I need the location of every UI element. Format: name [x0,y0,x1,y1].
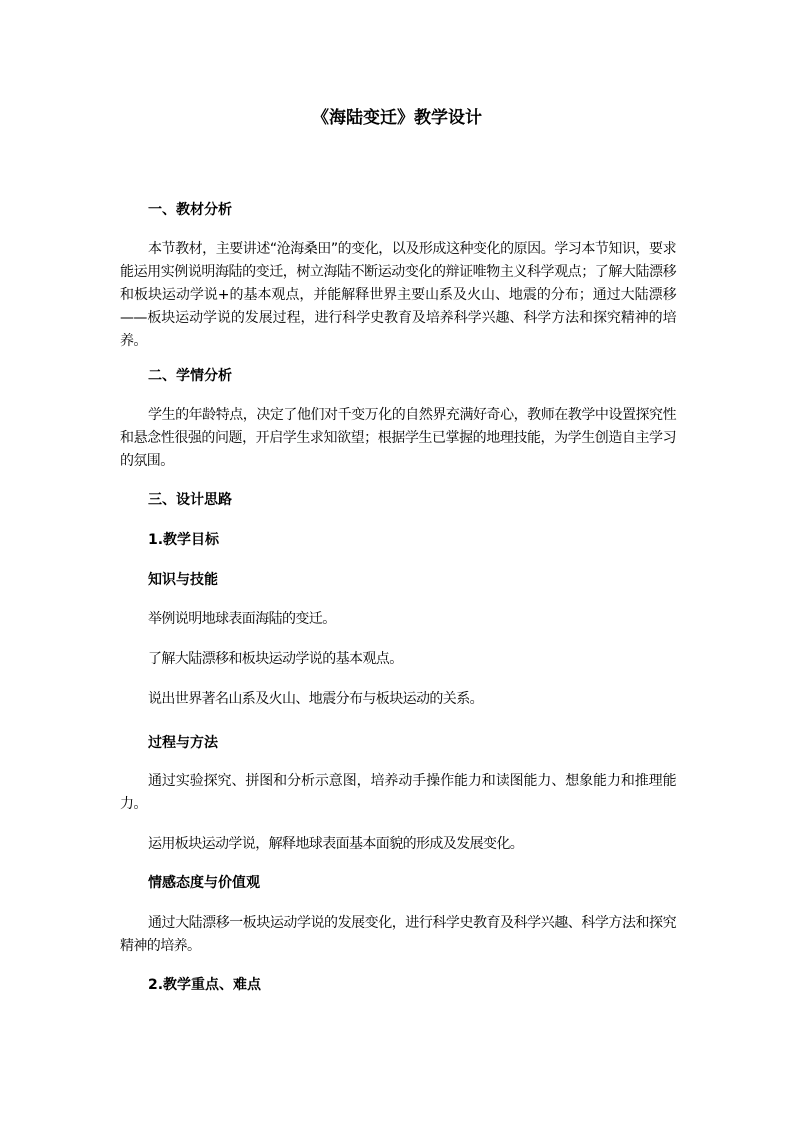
objective-item: 运用板块运动学说，解释地球表面基本面貌的形成及发展变化。 [148,836,524,852]
section-heading-student-analysis: 二、学情分析 [148,368,232,384]
paragraph-textbook-analysis: 本节教材，主要讲述“沧海桑田”的变化，以及形成这种变化的原因。学习本节知识，要求能运用实例说明海陆的变迁，树立海陆不断运动变化的辩证唯物主义科学观点；了解大陆漂移和板块运动学说+的基本观点，并能解释世界主要山系及火山、地震的分布；通过大陆漂移——板块运动学说的发展过程，进行科学史教育及培养科学兴趣、科学方法和探究精神的培养。 [120,241,676,349]
section-heading-textbook-analysis: 一、教材分析 [148,202,232,218]
subheading-teaching-objectives: 1.教学目标 [148,532,220,548]
objective-item: 了解大陆漂移和板块运动学说的基本观点。 [148,651,403,667]
subheading-knowledge-skills: 知识与技能 [148,572,218,588]
objective-item: 说出世界著名山系及火山、地震分布与板块运动的关系。 [148,691,483,707]
subheading-key-points: 2.教学重点、难点 [148,977,262,993]
paragraph-student-analysis: 学生的年龄特点，决定了他们对千变万化的自然界充满好奇心，教师在教学中设置探究性和悬念性很强的问题，开启学生求知欲望；根据学生已掌握的地理技能，为学生创造自主学习的氛围。 [120,407,676,469]
subheading-process-methods: 过程与方法 [148,735,218,751]
subheading-emotion-values: 情感态度与价值观 [148,875,260,891]
objective-item: 举例说明地球表面海陆的变迁。 [148,611,336,627]
objective-item: 通过大陆漂移一板块运动学说的发展变化，进行科学史教育及科学兴趣、科学方法和探究精神的培养。 [120,915,676,954]
objective-item: 通过实验探究、拼图和分析示意图，培养动手操作能力和读图能力、想象能力和推理能力。 [120,773,676,812]
section-heading-design-idea: 三、设计思路 [148,492,232,508]
document-title: 《海陆变迁》教学设计 [312,108,482,128]
